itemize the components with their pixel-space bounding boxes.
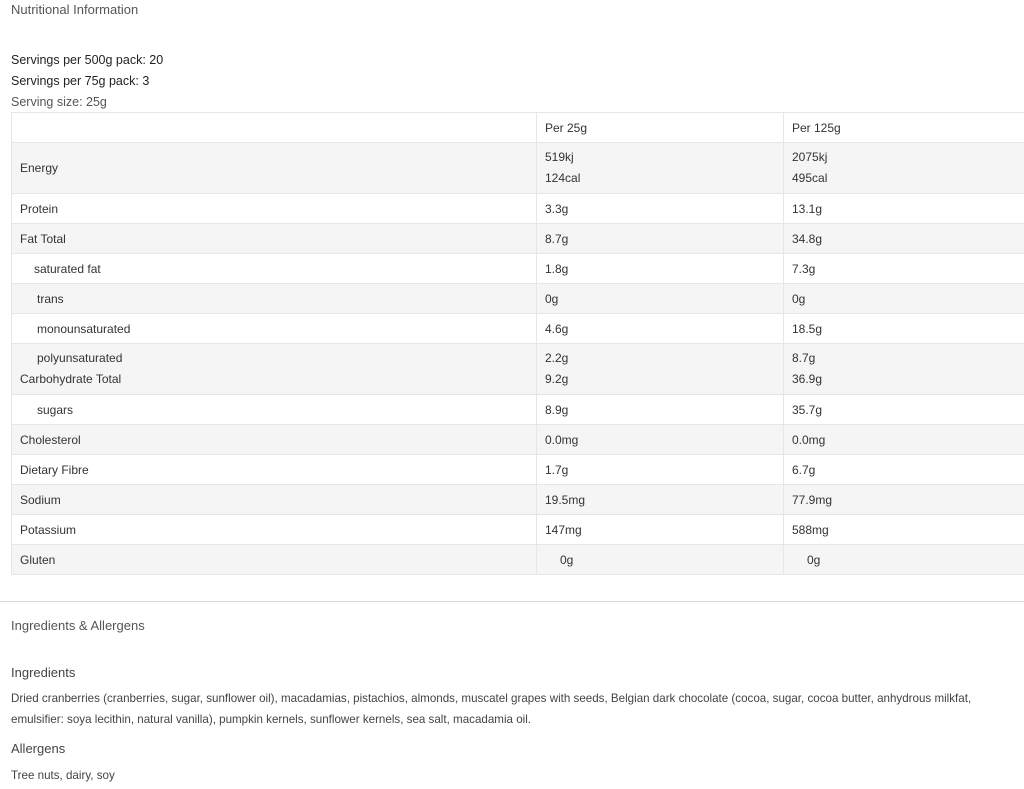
value-per-25g: 8.9g <box>537 395 784 425</box>
table-row <box>12 344 1024 395</box>
nutrient-name: sugars <box>12 395 537 425</box>
header-nutrient <box>12 113 537 143</box>
energy-cal: 124cal <box>545 171 581 185</box>
ingredients-allergens-heading: Ingredients & Allergens <box>11 618 145 633</box>
servings-75g: Servings per 75g pack: 3 <box>11 74 150 88</box>
value-per-25g: 1.8g <box>537 254 784 284</box>
table-row <box>12 254 1024 284</box>
table-row <box>12 515 1024 545</box>
value-per-25g: 0.0mg <box>537 425 784 455</box>
value-per-125g: 0.0mg <box>784 425 1024 455</box>
polyunsaturated-value: 8.7g <box>792 351 816 365</box>
table-row <box>12 284 1024 314</box>
nutrient-name: Protein <box>12 194 537 224</box>
nutrient-name: Sodium <box>12 485 537 515</box>
nutrient-name: trans <box>12 284 537 314</box>
allergens-label: Allergens <box>11 741 66 756</box>
carbohydrate-value: 36.9g <box>792 372 823 386</box>
value-per-25g: 3.3g <box>537 194 784 224</box>
value-per-125g: 0g <box>784 284 1024 314</box>
value-per-25g: 1.7g <box>537 455 784 485</box>
energy-kj: 2075kj <box>792 150 828 164</box>
value-per-125g: 6.7g <box>784 455 1024 485</box>
nutrient-name: Cholesterol <box>12 425 537 455</box>
nutrient-name: monounsaturated <box>12 314 537 344</box>
value-per-25g <box>537 143 784 194</box>
value-per-125g <box>784 344 1024 395</box>
nutrient-name: Gluten <box>12 545 537 575</box>
nutrient-name: Potassium <box>12 515 537 545</box>
servings-info <box>11 52 163 115</box>
carbohydrate-label: Carbohydrate Total <box>20 372 122 386</box>
table-row <box>12 545 1024 575</box>
table-row <box>12 143 1024 194</box>
value-per-25g <box>537 344 784 395</box>
table-row <box>12 395 1024 425</box>
header-per-125g: Per 125g <box>784 113 1024 143</box>
value-per-25g: 147mg <box>537 515 784 545</box>
ingredients-label: Ingredients <box>11 665 76 680</box>
section-divider <box>0 601 1024 602</box>
value-per-125g: 18.5g <box>784 314 1024 344</box>
value-per-125g: 35.7g <box>784 395 1024 425</box>
polyunsaturated-label: polyunsaturated <box>37 351 123 365</box>
table-header-row <box>12 113 1024 143</box>
value-per-125g <box>784 143 1024 194</box>
serving-size: Serving size: 25g <box>11 95 107 109</box>
value-per-125g: 7.3g <box>784 254 1024 284</box>
polyunsaturated-value: 2.2g <box>545 351 569 365</box>
allergens-text: Tree nuts, dairy, soy <box>11 769 115 782</box>
nutrient-name: Dietary Fibre <box>12 455 537 485</box>
energy-kj: 519kj <box>545 150 574 164</box>
nutrition-heading: Nutritional Information <box>11 2 139 17</box>
nutrient-name: Energy <box>12 143 537 194</box>
servings-500g: Servings per 500g pack: 20 <box>11 53 164 67</box>
nutrition-table <box>11 112 1024 575</box>
energy-cal: 495cal <box>792 171 828 185</box>
value-per-25g: 0g <box>537 545 784 575</box>
ingredients-text: Dried cranberries (cranberries, sugar, sunflower oil), macadamias, pistachios, almonds, muscatel grapes with seeds, Belgian dark chocolate (cocoa, sugar, cocoa butter, anhydrous milkfat, emulsifier: soya lecithin, natural vanilla), pumpkin kernels, sunflower kernels, sea salt, macadamia oil. <box>11 692 972 726</box>
value-per-125g: 34.8g <box>784 224 1024 254</box>
table-row <box>12 194 1024 224</box>
header-per-25g: Per 25g <box>537 113 784 143</box>
value-per-125g: 0g <box>784 545 1024 575</box>
value-per-25g: 8.7g <box>537 224 784 254</box>
table-row <box>12 314 1024 344</box>
value-per-125g: 77.9mg <box>784 485 1024 515</box>
table-row <box>12 485 1024 515</box>
value-per-25g: 4.6g <box>537 314 784 344</box>
value-per-25g: 0g <box>537 284 784 314</box>
table-row <box>12 455 1024 485</box>
table-row <box>12 224 1024 254</box>
table-row <box>12 425 1024 455</box>
nutrient-name: saturated fat <box>12 254 537 284</box>
value-per-125g: 13.1g <box>784 194 1024 224</box>
nutrient-name <box>12 344 537 395</box>
carbohydrate-value: 9.2g <box>545 372 569 386</box>
value-per-25g: 19.5mg <box>537 485 784 515</box>
nutrient-name: Fat Total <box>12 224 537 254</box>
value-per-125g: 588mg <box>784 515 1024 545</box>
